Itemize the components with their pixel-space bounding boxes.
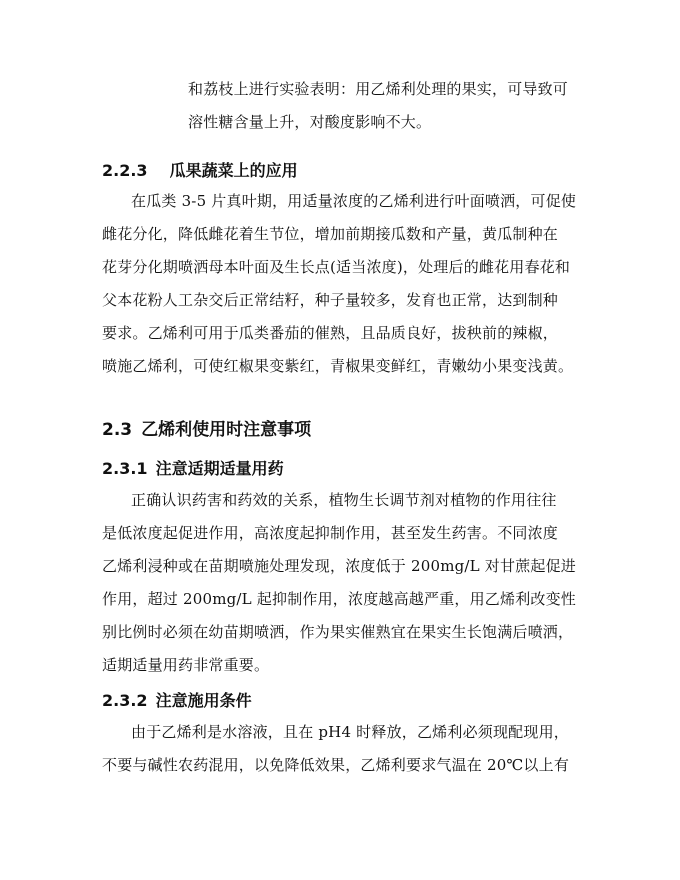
text-line: 适期适量用药非常重要。 bbox=[102, 656, 270, 674]
text-line: 雌花分化，降低雌花着生节位，增加前期接瓜数和产量，黄瓜制种在 bbox=[102, 225, 559, 243]
text-line: 和荔枝上进行实验表明：用乙烯利处理的果实，可导致可 bbox=[188, 80, 569, 98]
section-number: 2.2.3 bbox=[102, 161, 148, 180]
section-heading-2-3-1 bbox=[102, 456, 284, 479]
text-line: 要求。乙烯利可用于瓜类番茄的催熟，且品质良好，拔秧前的辣椒， bbox=[102, 324, 559, 342]
section-number: 2.3.2 bbox=[102, 691, 148, 710]
section-heading-2-3 bbox=[102, 415, 311, 440]
text-line: 在瓜类 3-5 片真叶期，用适量浓度的乙烯利进行叶面喷洒，可促使 bbox=[131, 192, 577, 210]
section-heading-2-3-2 bbox=[102, 688, 252, 711]
text-line: 别比例时必须在幼苗期喷洒，作为果实催熟宜在果实生长饱满后喷洒， bbox=[102, 623, 574, 641]
text-line: 乙烯利浸种或在苗期喷施处理发现，浓度低于 200mg/L 对甘蔗起促进 bbox=[102, 557, 577, 575]
text-line: 父本花粉人工杂交后正常结籽，种子量较多，发育也正常，达到制种 bbox=[102, 291, 559, 309]
text-line: 喷施乙烯利，可使红椒果变紫红，青椒果变鲜红，青嫩幼小果变浅黄。 bbox=[102, 357, 574, 375]
text-line: 花芽分化期喷洒母本叶面及生长点(适当浓度)，处理后的雌花用春花和 bbox=[102, 258, 571, 276]
section-title: 瓜果蔬菜上的应用 bbox=[169, 161, 298, 180]
section-number: 2.3.1 bbox=[102, 459, 148, 478]
paragraph-2-3-2 bbox=[102, 716, 580, 782]
section-title: 注意适期适量用药 bbox=[155, 459, 284, 478]
text-line: 溶性糖含量上升，对酸度影响不大。 bbox=[188, 113, 432, 131]
paragraph-2-3-1 bbox=[102, 484, 580, 682]
section-title: 注意施用条件 bbox=[155, 691, 252, 710]
section-number: 2.3 bbox=[102, 420, 133, 440]
text-line: 不要与碱性农药混用，以免降低效果，乙烯利要求气温在 20℃以上有 bbox=[102, 756, 570, 774]
text-line: 作用，超过 200mg/L 起抑制作用，浓度越高越严重，用乙烯利改变性 bbox=[102, 590, 577, 608]
section-title: 乙烯利使用时注意事项 bbox=[141, 420, 312, 440]
paragraph-continuation bbox=[188, 73, 578, 139]
text-line: 正确认识药害和药效的关系，植物生长调节剂对植物的作用往往 bbox=[131, 491, 557, 509]
text-line: 是低浓度起促进作用，高浓度起抑制作用，甚至发生药害。不同浓度 bbox=[102, 524, 559, 542]
section-heading-2-2-3 bbox=[102, 158, 298, 181]
paragraph-2-2-3 bbox=[102, 185, 580, 383]
text-line: 由于乙烯利是水溶液，且在 pH4 时释放，乙烯利必须现配现用， bbox=[131, 723, 569, 741]
